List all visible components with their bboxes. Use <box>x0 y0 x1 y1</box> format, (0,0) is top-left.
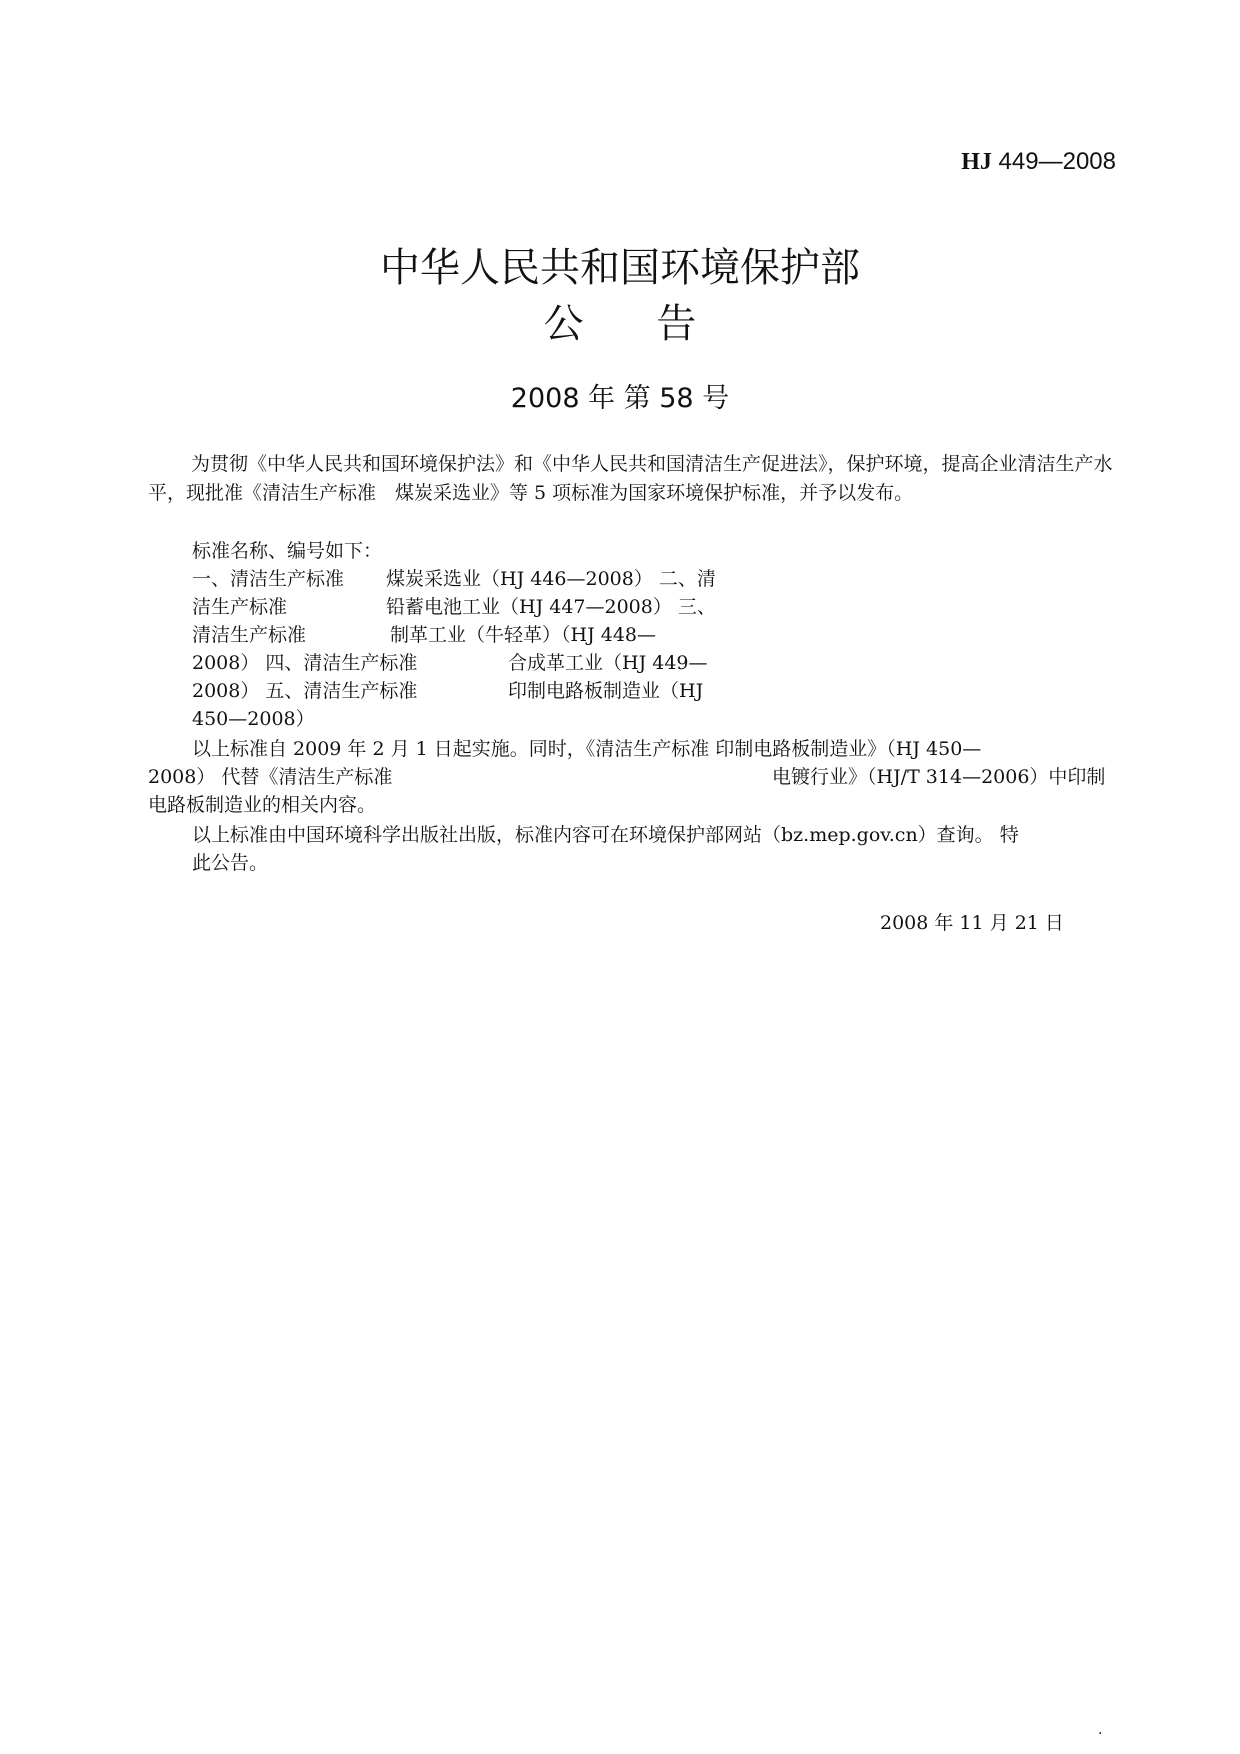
footer-mark: . <box>1098 1722 1103 1738</box>
list-line-4a: 2008） 四、清洁生产标准 <box>192 652 418 674</box>
standard-code-number: 449—2008 <box>991 148 1116 175</box>
list-line-2b: 铅蓄电池工业（HJ 447—2008） 三、 <box>386 596 716 618</box>
list-line-5a: 2008） 五、清洁生产标准 <box>192 680 418 702</box>
list-line-4b: 合成革工业（HJ 449— <box>508 652 708 674</box>
list-line-3b: 制革工业（牛轻革）（HJ 448— <box>390 624 656 646</box>
paragraph-publication-line-1: 以上标准由中国环境科学出版社出版，标准内容可在环境保护部网站（bz.mep.gov.cn）查询。 特 <box>192 824 1019 846</box>
paragraph-effective-line-2b: 电镀行业》（HJ/T 314—2006）中印制 <box>772 766 1106 788</box>
paragraph-effective-line-1: 以上标准自 2009 年 2 月 1 日起实施。同时，《清洁生产标准 印制电路板制造业》（HJ 450— <box>192 738 982 760</box>
paragraph-publication-line-2: 此公告。 <box>192 852 269 874</box>
list-line-1a: 一、清洁生产标准 <box>192 568 345 590</box>
notice-title: 公 告 <box>543 301 727 347</box>
issuing-organization-title: 中华人民共和国环境保护部 <box>380 245 860 291</box>
standard-code-prefix: HJ <box>961 149 992 175</box>
list-line-3a: 清洁生产标准 <box>192 624 307 646</box>
paragraph-effective-line-3: 电路板制造业的相关内容。 <box>148 794 377 816</box>
paragraph-intro: 为贯彻《中华人民共和国环境保护法》和《中华人民共和国清洁生产促进法》，保护环境，提高企业清洁生产水平，现批准《清洁生产标准 煤炭采选业》等 5 项标准为国家环境保护标准，并予以发布。 <box>148 453 1113 504</box>
issue-number: 2008 年 第 58 号 <box>510 383 730 414</box>
standard-code <box>961 148 1116 176</box>
list-intro: 标准名称、编号如下： <box>192 540 383 562</box>
paragraph-effective-line-2a: 2008） 代替《清洁生产标准 <box>148 766 393 788</box>
list-line-1b: 煤炭采选业（HJ 446—2008） 二、清 <box>386 568 716 590</box>
notice-date: 2008 年 11 月 21 日 <box>880 912 1064 934</box>
list-line-5b: 印制电路板制造业（HJ <box>508 680 704 702</box>
list-line-6a: 450—2008） <box>192 708 315 730</box>
list-line-2a: 洁生产标准 <box>192 596 288 618</box>
